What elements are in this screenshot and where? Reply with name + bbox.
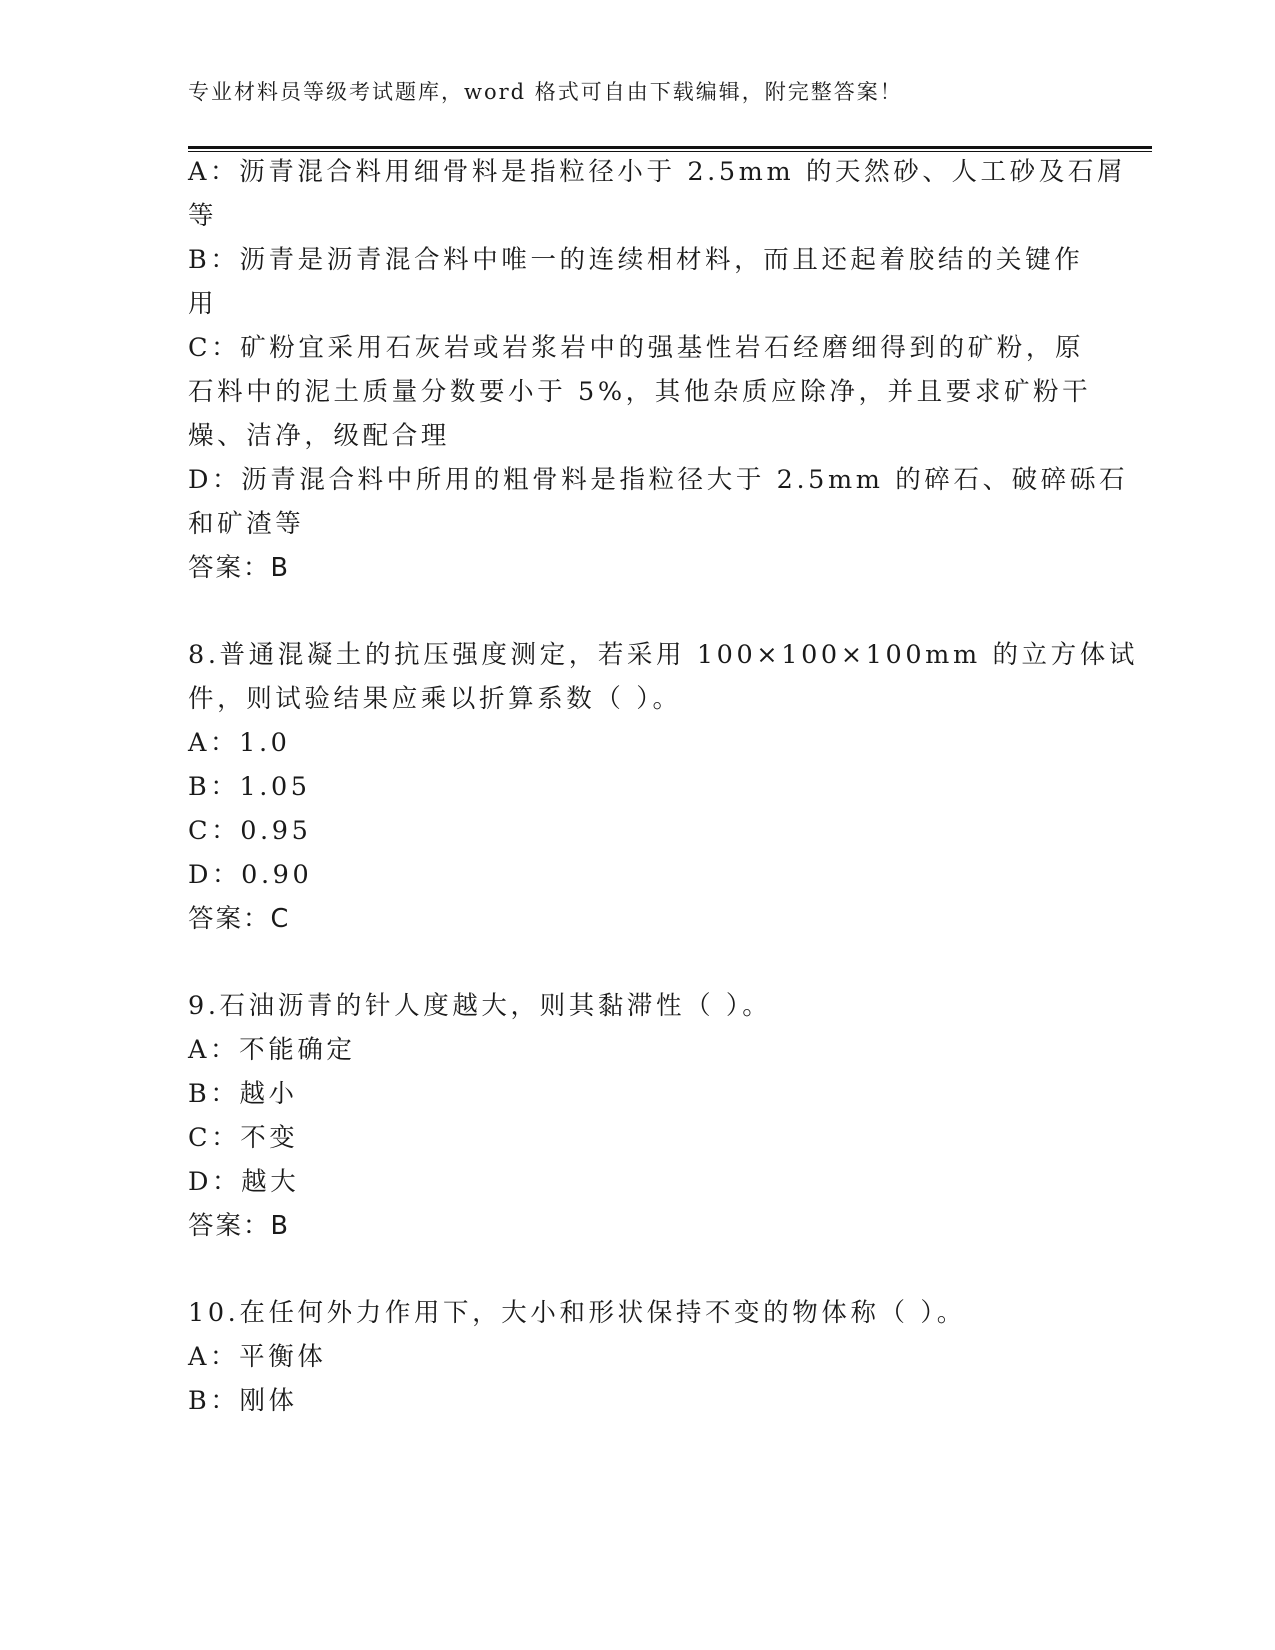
prev-answer: 答案：B [188,553,290,583]
q8-option-c: C：0.95 [188,816,312,846]
prev-option-b-line1: B：沥青是沥青混合料中唯一的连续相材料，而且还起着胶结的关键作 [188,245,1084,275]
q9-option-a: A：不能确定 [188,1035,356,1065]
prev-option-c-line1: C：矿粉宜采用石灰岩或岩浆岩中的强基性岩石经磨细得到的矿粉，原 [188,333,1085,363]
q8-stem-line2: 件，则试验结果应乘以折算系数（ ）。 [188,684,682,714]
q9-option-b: B：越小 [188,1079,298,1109]
q8-option-a: A：1.0 [188,728,291,758]
q9-option-d: D：越大 [188,1167,300,1197]
q9-stem: 9.石油沥青的针人度越大，则其黏滞性（ ）。 [188,991,772,1021]
prev-option-b-line2: 用 [188,289,218,319]
prev-option-a-line1: A：沥青混合料用细骨料是指粒径小于 2.5mm 的天然砂、人工砂及石屑 [188,157,1127,187]
q8-answer: 答案：C [188,904,291,934]
q9-answer: 答案：B [188,1211,290,1241]
header-rule-thin [188,151,1152,152]
q8-option-d: D：0.90 [188,860,313,890]
q10-option-a: A：平衡体 [188,1342,327,1372]
q10-option-b: B：刚体 [188,1386,298,1416]
header-note: 专业材料员等级考试题库，word 格式可自由下载编辑，附完整答案！ [188,80,903,104]
q9-option-c: C：不变 [188,1123,299,1153]
q8-stem-line1: 8.普通混凝土的抗压强度测定，若采用 100×100×100mm 的立方体试 [188,640,1138,670]
prev-option-c-line2: 石料中的泥土质量分数要小于 5%，其他杂质应除净，并且要求矿粉干 [188,377,1092,407]
header-rule-thick [188,146,1152,149]
prev-option-a-line2: 等 [188,201,218,231]
prev-option-d-line2: 和矿渣等 [188,509,305,539]
q10-stem: 10.在任何外力作用下，大小和形状保持不变的物体称（ ）。 [188,1298,966,1328]
prev-option-c-line3: 燥、洁净，级配合理 [188,421,450,451]
prev-option-d-line1: D：沥青混合料中所用的粗骨料是指粒径大于 2.5mm 的碎石、破碎砾石 [188,465,1129,495]
q8-option-b: B：1.05 [188,772,311,802]
